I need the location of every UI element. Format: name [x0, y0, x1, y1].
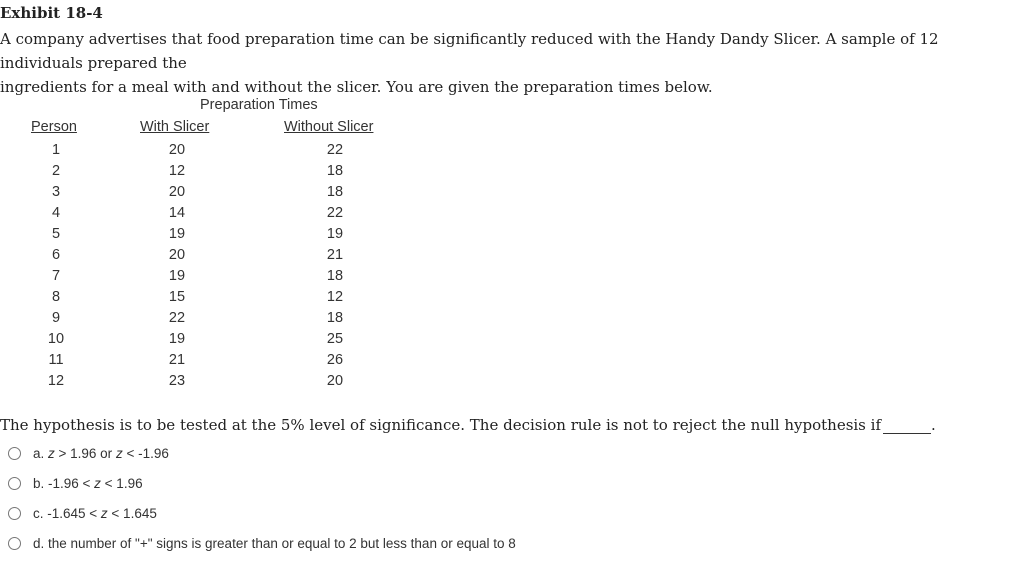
person-cell: 1 [51, 142, 61, 158]
with-slicer-column [157, 140, 197, 392]
with-slicer-cell: 21 [168, 352, 186, 368]
option-b-label[interactable] [33, 476, 143, 491]
question-text [0, 416, 936, 434]
with-slicer-cell: 23 [168, 373, 186, 389]
person-cell: 4 [51, 205, 61, 221]
person-cell: 9 [51, 310, 61, 326]
with-slicer-cell: 22 [168, 310, 186, 326]
option-a-prefix: a. [33, 446, 49, 461]
without-slicer-cell: 18 [326, 163, 344, 179]
question-end: . [931, 416, 936, 434]
person-cell: 10 [47, 331, 65, 347]
radio-option-b[interactable] [8, 477, 21, 490]
option-d-label[interactable]: d. the number of "+" signs is greater than or equal to 2 but less than or equal to 8 [33, 536, 516, 551]
with-slicer-cell: 19 [168, 268, 186, 284]
option-a-var2: z [115, 446, 123, 461]
radio-option-c[interactable] [8, 507, 21, 520]
option-a-part2: < -1.96 [122, 446, 169, 461]
radio-option-a[interactable] [8, 447, 21, 460]
person-cell: 6 [51, 247, 61, 263]
person-cell: 7 [51, 268, 61, 284]
without-slicer-cell: 26 [326, 352, 344, 368]
person-column [36, 140, 76, 392]
option-b-var: z [94, 476, 101, 491]
without-slicer-cell: 18 [326, 310, 344, 326]
without-slicer-cell: 18 [326, 268, 344, 284]
option-a-var: z [48, 446, 55, 461]
header-without-slicer: Without Slicer [284, 119, 374, 135]
option-a-part1: > 1.96 or [54, 446, 116, 461]
person-cell: 11 [48, 352, 64, 368]
person-cell: 12 [47, 373, 65, 389]
with-slicer-cell: 15 [168, 289, 186, 305]
header-person: Person [31, 119, 77, 135]
radio-option-d[interactable] [8, 537, 21, 550]
intro-line-1: A company advertises that food preparation time can be significantly reduced with the Handy Dandy Slicer. A sample of 12 individuals prepared the [0, 30, 939, 72]
with-slicer-cell: 20 [168, 142, 186, 158]
header-with-slicer: With Slicer [140, 119, 210, 135]
option-b-prefix: b. -1.96 < [33, 476, 95, 491]
option-a[interactable] [8, 446, 169, 461]
person-cell: 5 [51, 226, 61, 242]
option-b[interactable] [8, 476, 143, 491]
without-slicer-cell: 19 [326, 226, 344, 242]
without-slicer-cell: 22 [326, 142, 344, 158]
with-slicer-cell: 20 [168, 247, 186, 263]
option-c-part1: < 1.645 [107, 506, 157, 521]
option-c-var: z [100, 506, 108, 521]
with-slicer-cell: 12 [168, 163, 186, 179]
with-slicer-cell: 20 [168, 184, 186, 200]
without-slicer-cell: 18 [326, 184, 344, 200]
without-slicer-column [315, 140, 355, 392]
option-c-prefix: c. -1.645 < [33, 506, 101, 521]
intro-paragraph [0, 27, 1024, 99]
person-cell: 3 [51, 184, 61, 200]
without-slicer-cell: 22 [326, 205, 344, 221]
exhibit-title: Exhibit 18-4 [0, 4, 103, 22]
with-slicer-cell: 19 [168, 331, 186, 347]
with-slicer-cell: 14 [168, 205, 186, 221]
option-a-label[interactable] [33, 446, 169, 461]
without-slicer-cell: 20 [326, 373, 344, 389]
option-c-label[interactable] [33, 506, 157, 521]
answer-blank [883, 419, 931, 434]
question-stem: The hypothesis is to be tested at the 5% level of significance. The decision rule is not to reject the null hypothesis if [0, 416, 882, 434]
intro-line-2: ingredients for a meal with and without the slicer. You are given the preparation times below. [0, 78, 713, 96]
table-title: Preparation Times [200, 97, 318, 113]
with-slicer-cell: 19 [168, 226, 186, 242]
person-cell: 2 [51, 163, 61, 179]
option-b-part1: < 1.96 [100, 476, 143, 491]
without-slicer-cell: 25 [326, 331, 344, 347]
without-slicer-cell: 12 [326, 289, 344, 305]
person-cell: 8 [51, 289, 61, 305]
without-slicer-cell: 21 [326, 247, 344, 263]
option-d[interactable] [8, 536, 516, 551]
option-c[interactable] [8, 506, 157, 521]
